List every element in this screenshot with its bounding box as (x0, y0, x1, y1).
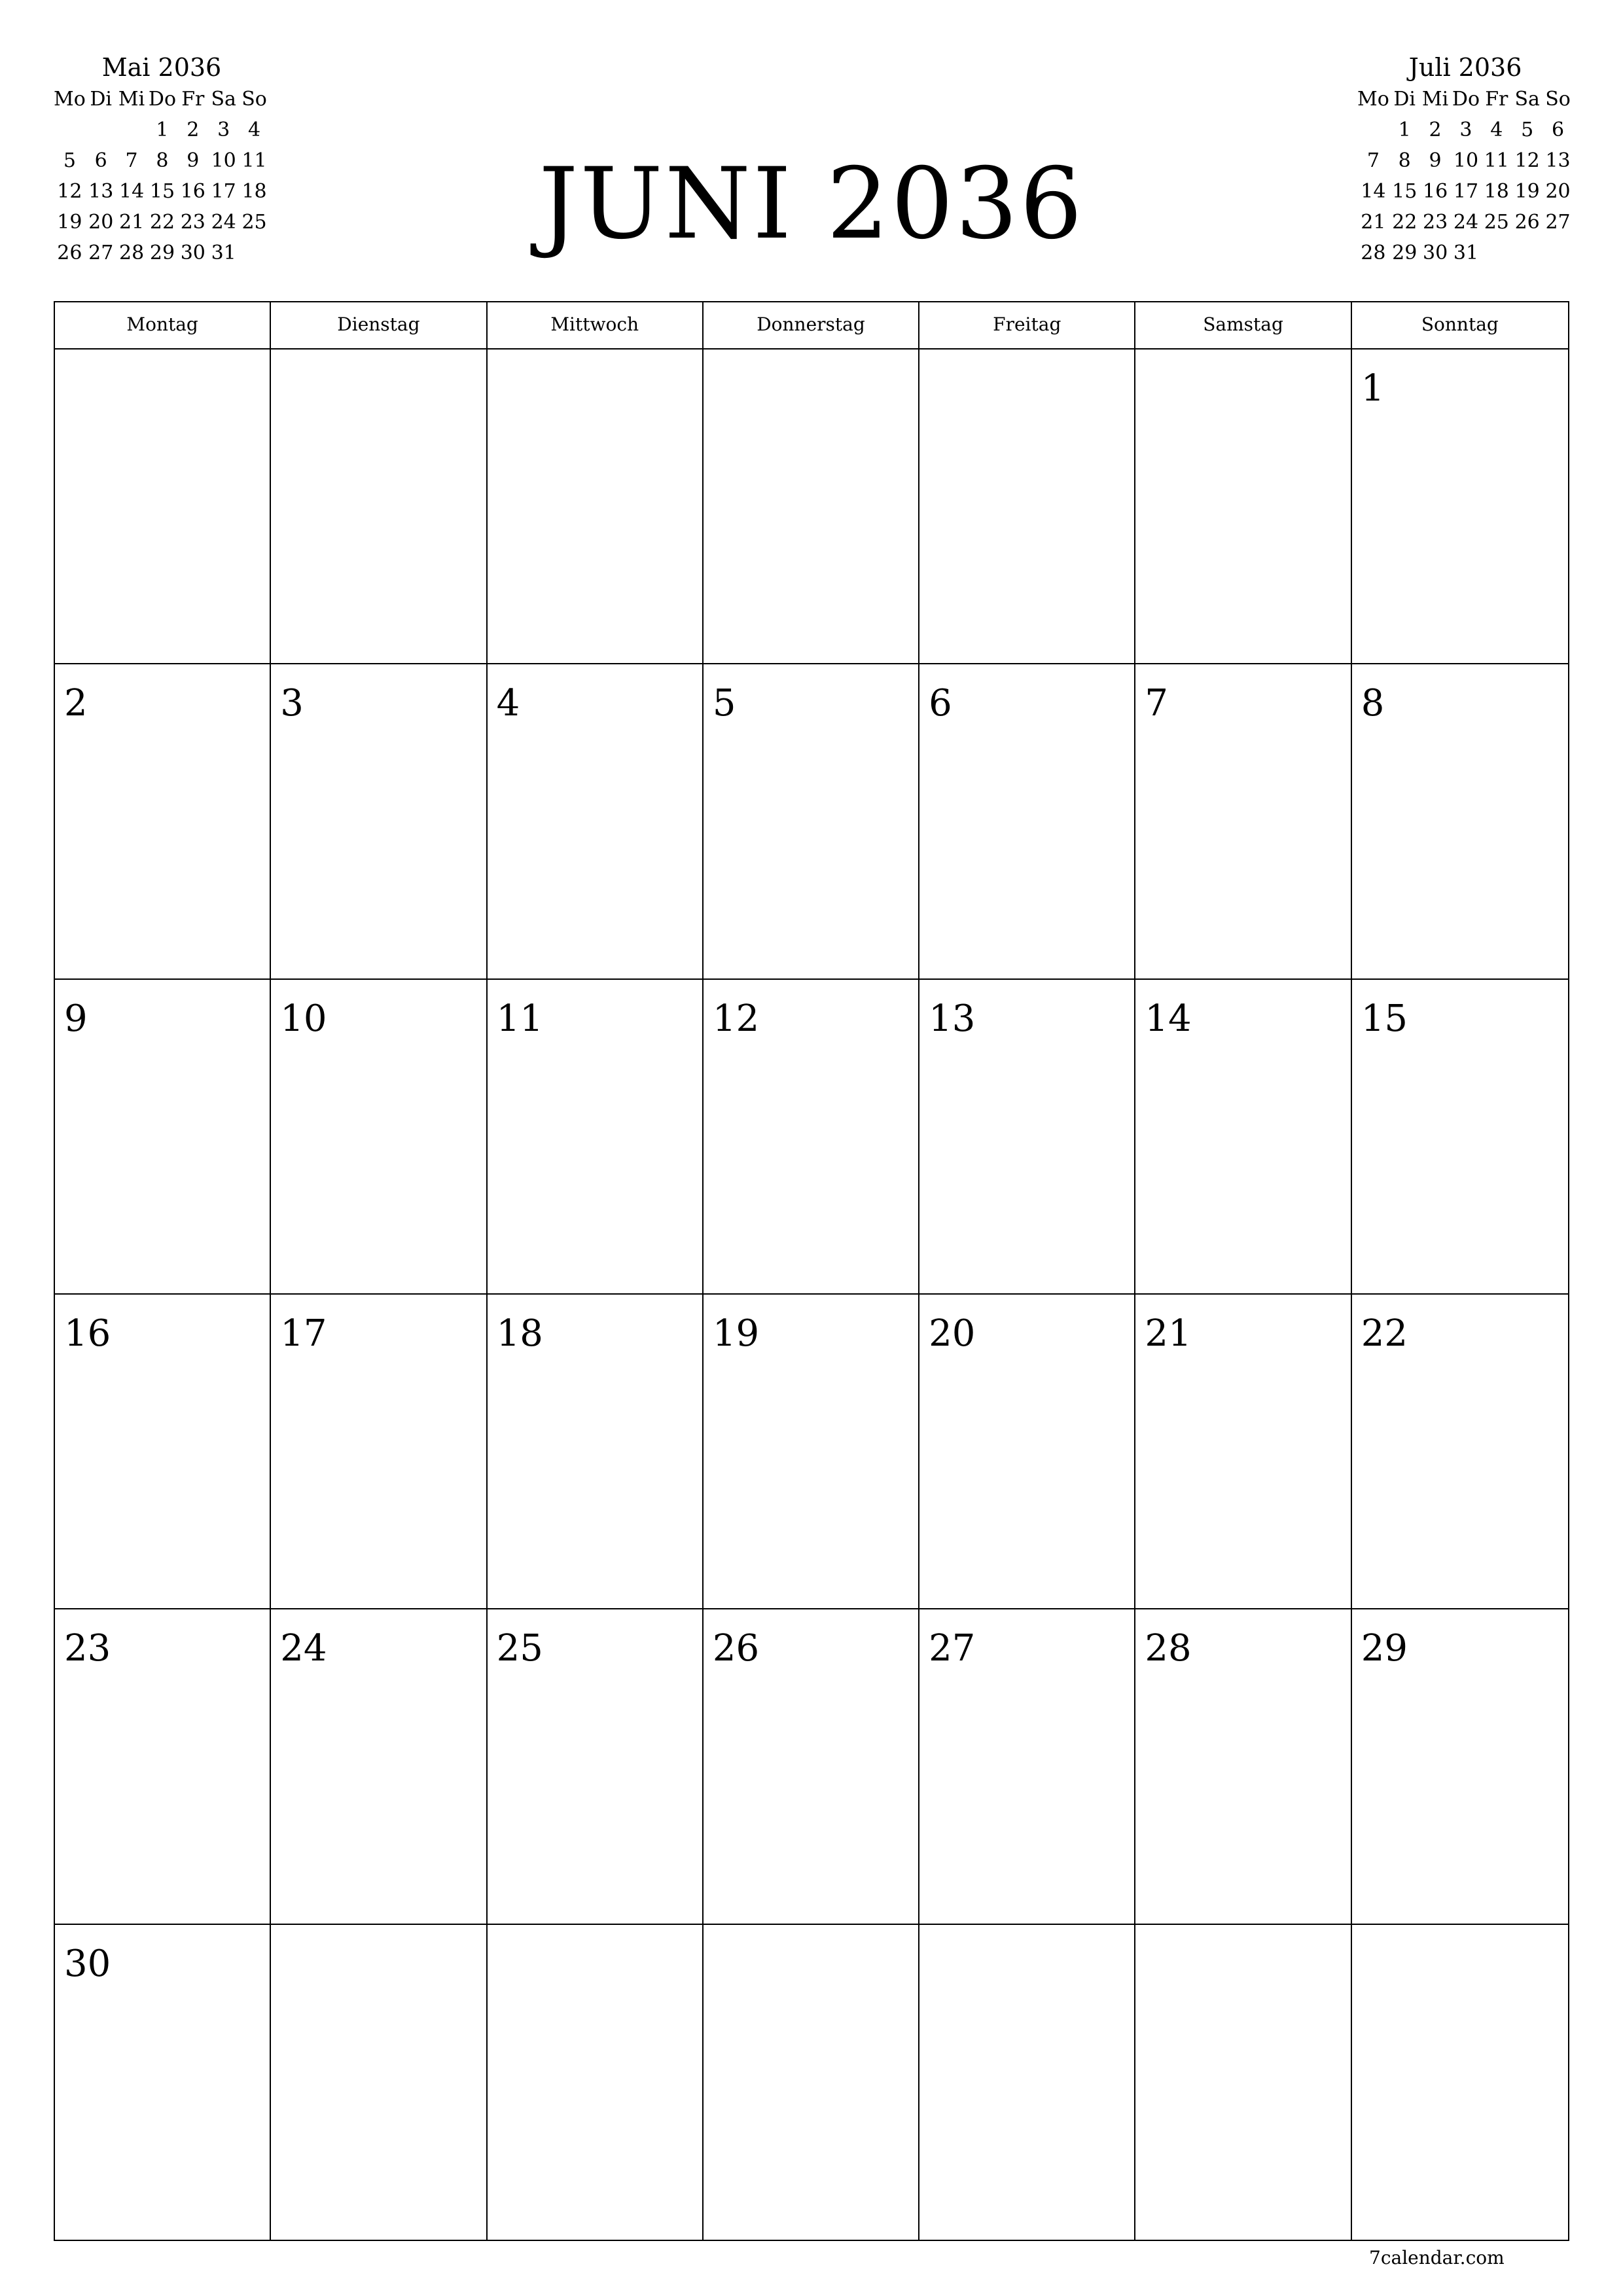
mini-day: 19 (1514, 180, 1540, 203)
mini-weekday-label: So (1545, 88, 1571, 111)
day-number: 28 (1145, 1627, 1192, 1670)
mini-calendar-title: Juli 2036 (1408, 53, 1522, 82)
day-cell[interactable] (919, 980, 1135, 1295)
mini-day (54, 115, 86, 145)
day-cell[interactable] (55, 664, 271, 979)
day-cell[interactable] (919, 664, 1135, 979)
mini-day: 8 (1398, 149, 1411, 172)
day-cell[interactable] (704, 1609, 919, 1924)
mini-day: 21 (118, 211, 145, 234)
mini-day: 27 (1545, 211, 1571, 234)
mini-day (1512, 238, 1543, 268)
day-cell[interactable] (271, 1609, 487, 1924)
calendar-body (55, 350, 1568, 2240)
mini-day: 6 (1552, 118, 1565, 141)
day-cell[interactable] (55, 1925, 271, 2240)
mini-day: 9 (187, 149, 200, 172)
mini-weekday-label: Mi (1421, 88, 1449, 111)
day-cell[interactable] (1352, 350, 1568, 664)
day-cell[interactable] (55, 1295, 271, 1609)
mini-day: 4 (248, 118, 261, 141)
mini-day: 10 (1453, 149, 1479, 172)
mini-day: 24 (1453, 211, 1479, 234)
day-number: 6 (929, 682, 952, 725)
mini-day: 28 (1361, 242, 1386, 264)
mini-day: 20 (1545, 180, 1571, 203)
day-cell[interactable] (271, 664, 487, 979)
mini-day: 5 (63, 149, 76, 172)
day-cell[interactable] (488, 1609, 704, 1924)
mini-day: 7 (125, 149, 138, 172)
mini-day: 4 (1490, 118, 1503, 141)
mini-weekday-label: Sa (1514, 88, 1540, 111)
day-cell[interactable] (1135, 980, 1351, 1295)
day-cell[interactable] (1352, 664, 1568, 979)
weekday-header: Samstag (1135, 302, 1351, 348)
day-cell[interactable] (271, 350, 487, 664)
mini-day: 30 (1422, 242, 1448, 264)
day-number: 25 (496, 1627, 543, 1670)
day-number: 1 (1361, 367, 1385, 410)
day-cell[interactable] (1135, 1609, 1351, 1924)
day-number: 19 (712, 1312, 760, 1355)
mini-weekday-label: Sa (211, 88, 236, 111)
mini-weekday-label: Do (148, 88, 177, 111)
day-number: 15 (1361, 997, 1408, 1040)
mini-day: 28 (118, 242, 145, 264)
day-number: 7 (1145, 682, 1169, 725)
day-number: 12 (712, 997, 760, 1040)
day-number: 27 (929, 1627, 976, 1670)
mini-day: 2 (1429, 118, 1442, 141)
mini-day: 3 (1459, 118, 1472, 141)
mini-day: 26 (1514, 211, 1540, 234)
mini-day: 12 (57, 180, 82, 203)
day-cell[interactable] (488, 1925, 704, 2240)
day-cell[interactable] (488, 664, 704, 979)
mini-day: 12 (1514, 149, 1540, 172)
day-cell[interactable] (1352, 980, 1568, 1295)
mini-day: 1 (1398, 118, 1411, 141)
mini-day: 5 (1521, 118, 1534, 141)
mini-day: 9 (1429, 149, 1442, 172)
weekday-header: Mittwoch (488, 302, 704, 348)
mini-day: 25 (241, 211, 267, 234)
day-cell[interactable] (1352, 1925, 1568, 2240)
day-number: 23 (64, 1627, 111, 1670)
mini-day (86, 115, 116, 145)
mini-weekday-label: Mi (118, 88, 145, 111)
day-cell[interactable] (1352, 1609, 1568, 1924)
mini-day: 18 (1484, 180, 1509, 203)
mini-day: 6 (94, 149, 107, 172)
mini-day: 30 (180, 242, 205, 264)
mini-day (1543, 238, 1573, 268)
mini-calendar-next (1357, 51, 1573, 268)
weekday-header-row (55, 302, 1568, 350)
day-number: 13 (929, 997, 976, 1040)
day-cell[interactable] (271, 1925, 487, 2240)
mini-day: 23 (1422, 211, 1448, 234)
mini-calendar-grid (1357, 84, 1573, 268)
day-number: 18 (496, 1312, 543, 1355)
mini-day (1357, 115, 1389, 145)
mini-day: 22 (149, 211, 175, 234)
mini-day: 26 (57, 242, 82, 264)
day-number: 17 (280, 1312, 327, 1355)
mini-day: 20 (88, 211, 114, 234)
mini-calendar-title: Mai 2036 (101, 53, 222, 82)
mini-weekday-label: Di (90, 88, 113, 111)
mini-day: 25 (1484, 211, 1509, 234)
mini-day: 15 (149, 180, 175, 203)
day-number: 3 (280, 682, 304, 725)
mini-day: 24 (211, 211, 236, 234)
day-cell[interactable] (488, 350, 704, 664)
day-number: 30 (64, 1942, 111, 1985)
mini-day: 11 (1484, 149, 1509, 172)
mini-weekday-label: Fr (181, 88, 205, 111)
mini-weekday-label: Do (1452, 88, 1480, 111)
day-cell[interactable] (1135, 1295, 1351, 1609)
day-number: 29 (1361, 1627, 1408, 1670)
mini-day: 17 (211, 180, 236, 203)
day-number: 26 (712, 1627, 760, 1670)
mini-day: 17 (1453, 180, 1479, 203)
page-title: JUNI 2036 (539, 147, 1084, 261)
day-number: 14 (1145, 997, 1192, 1040)
footer-credit: 7calendar.com (1369, 2247, 1505, 2269)
weekday-header: Dienstag (271, 302, 487, 348)
day-cell[interactable] (1352, 1295, 1568, 1609)
mini-day: 16 (1422, 180, 1448, 203)
mini-day: 1 (156, 118, 169, 141)
day-number: 22 (1361, 1312, 1408, 1355)
mini-day: 29 (1392, 242, 1418, 264)
mini-day: 29 (149, 242, 175, 264)
day-number: 20 (929, 1312, 976, 1355)
mini-day: 7 (1366, 149, 1380, 172)
day-cell[interactable] (55, 980, 271, 1295)
day-cell[interactable] (1135, 350, 1351, 664)
day-number: 2 (64, 682, 88, 725)
day-number: 24 (280, 1627, 327, 1670)
mini-day: 27 (88, 242, 114, 264)
day-number: 8 (1361, 682, 1385, 725)
mini-day: 11 (241, 149, 267, 172)
day-cell[interactable] (1135, 1925, 1351, 2240)
day-cell[interactable] (55, 1609, 271, 1924)
mini-day: 3 (217, 118, 230, 141)
mini-day: 2 (187, 118, 200, 141)
day-cell[interactable] (919, 1295, 1135, 1609)
mini-day: 22 (1392, 211, 1418, 234)
mini-day: 14 (1361, 180, 1386, 203)
mini-weekday-label: So (241, 88, 267, 111)
mini-day: 21 (1361, 211, 1386, 234)
mini-day: 13 (1545, 149, 1571, 172)
mini-weekday-label: Mo (1357, 88, 1389, 111)
mini-day (1481, 238, 1512, 268)
mini-day: 14 (118, 180, 145, 203)
day-number: 21 (1145, 1312, 1192, 1355)
mini-weekday-label: Mo (54, 88, 86, 111)
mini-day: 19 (57, 211, 82, 234)
day-cell[interactable] (271, 980, 487, 1295)
day-cell[interactable] (1135, 664, 1351, 979)
day-cell[interactable] (919, 1609, 1135, 1924)
weekday-header: Sonntag (1421, 314, 1499, 335)
mini-weekday-label: Fr (1485, 88, 1508, 111)
day-cell[interactable] (704, 1925, 919, 2240)
mini-weekday-label: Di (1393, 88, 1416, 111)
mini-day: 8 (156, 149, 169, 172)
day-number: 4 (496, 682, 520, 725)
mini-day: 10 (211, 149, 236, 172)
weekday-header: Freitag (919, 302, 1135, 348)
day-number: 11 (496, 997, 543, 1040)
weekday-header: Donnerstag (704, 302, 919, 348)
day-cell[interactable] (704, 664, 919, 979)
day-cell[interactable] (919, 350, 1135, 664)
day-cell[interactable] (704, 350, 919, 664)
mini-day: 31 (211, 242, 236, 264)
day-cell[interactable] (55, 350, 271, 664)
day-cell[interactable] (704, 980, 919, 1295)
mini-day (116, 115, 147, 145)
day-cell[interactable] (919, 1925, 1135, 2240)
day-number: 16 (64, 1312, 111, 1355)
weekday-header: Montag (55, 302, 271, 348)
mini-day: 18 (241, 180, 267, 203)
day-number: 9 (64, 997, 88, 1040)
day-cell[interactable] (488, 980, 704, 1295)
mini-day: 13 (88, 180, 114, 203)
mini-day: 15 (1392, 180, 1418, 203)
day-number: 10 (280, 997, 327, 1040)
day-cell[interactable] (271, 1295, 487, 1609)
mini-day: 23 (180, 211, 205, 234)
mini-day: 31 (1453, 242, 1479, 264)
day-cell[interactable] (488, 1295, 704, 1609)
month-calendar-grid (54, 301, 1569, 2241)
mini-day: 16 (180, 180, 205, 203)
day-number: 5 (712, 682, 736, 725)
day-cell[interactable] (704, 1295, 919, 1609)
